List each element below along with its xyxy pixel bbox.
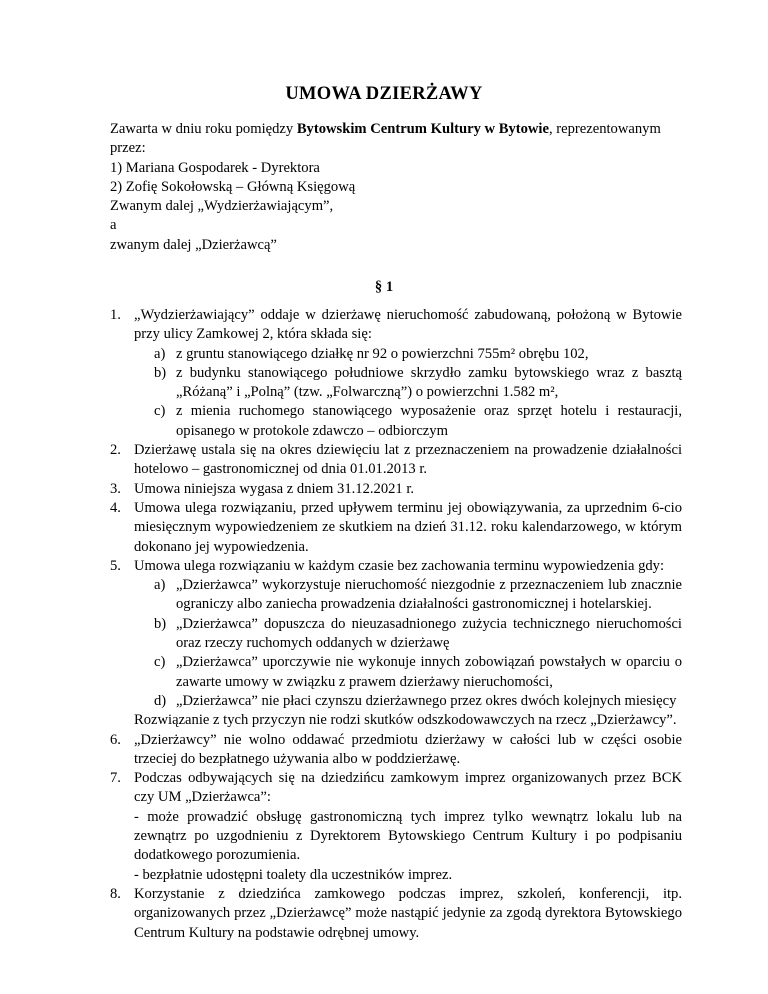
clause-text: Korzystanie z dziedzińca zamkowego podczas imprez, szkoleń, konferencji, itp. organizowanych przez „Dzierżawcę” może nastąpić jedynie za zgodą dyrektora Bytowskiego Centrum Kultury na podstawie odrębnej umowy. bbox=[134, 885, 682, 941]
section-heading: § 1 bbox=[374, 279, 394, 295]
lessee-alias: zwanym dalej „Dzierżawcą” bbox=[110, 236, 277, 253]
clause-1-a bbox=[110, 345, 682, 364]
subclause-letter: b) bbox=[154, 364, 167, 381]
clause-text: Podczas odbywających się na dziedzińcu zamkowym imprez organizowanych przez BCK czy UM „Dzierżawca”: bbox=[134, 770, 682, 806]
subclause-text: „Dzierżawca” nie płaci czynszu dzierżawnego przez okres dwóch kolejnych miesięcy bbox=[176, 692, 677, 709]
clause-1-c bbox=[110, 402, 682, 441]
conjunction-a: a bbox=[110, 217, 117, 234]
subclause-letter: b) bbox=[154, 615, 167, 632]
subclause-letter: c) bbox=[154, 654, 166, 671]
clause-note-text: Rozwiązanie z tych przyczyn nie rodzi skutków odszkodowawczych na rzecz „Dzierżawcy”. bbox=[134, 712, 677, 729]
clause-text: Dzierżawę ustala się na okres dziewięciu lat z przeznaczeniem na prowadzenie działalności hotelowo – gastronomicznej od dnia 01.01.2013 r. bbox=[134, 442, 682, 478]
subclause-letter: c) bbox=[154, 403, 166, 420]
clause-number: 7. bbox=[110, 770, 121, 787]
subclause-text: „Dzierżawca” dopuszcza do nieuzasadnionego zużycia technicznego nieruchomości oraz rzeczy ruchomych oddanych w dzierżawę bbox=[176, 615, 682, 652]
representative-2: 2) Zofię Sokołowską – Główną Księgową bbox=[110, 178, 356, 195]
lessor-name: Bytowskim Centrum Kultury w Bytowie bbox=[296, 121, 549, 137]
clause-number: 3. bbox=[110, 480, 121, 497]
preamble-przez: przez: bbox=[110, 140, 146, 157]
subclause-letter: a) bbox=[154, 345, 166, 362]
clause-text: Umowa ulega rozwiązaniu w każdym czasie bez zachowania terminu wypowiedzenia gdy: bbox=[134, 557, 665, 574]
subclause-text: z budynku stanowiącego południowe skrzydło zamku bytowskiego wraz z basztą „Różaną” i „Polną” (tzw. „Folwarczną”) o powierzchni 1.582 m², bbox=[176, 364, 682, 401]
clause-text: Umowa niniejsza wygasa z dniem 31.12.2021 r. bbox=[134, 480, 415, 497]
clause-number: 5. bbox=[110, 557, 121, 574]
clause-5-b bbox=[110, 615, 682, 654]
subclause-letter: a) bbox=[154, 577, 166, 594]
clause-5-d bbox=[110, 692, 682, 711]
clause-2 bbox=[110, 441, 682, 480]
clause-text: „Dzierżawcy” nie wolno oddawać przedmiotu dzierżawy w całości lub w części osobie trzeciej do bezpłatnego używania albo w poddzierżawę. bbox=[134, 731, 682, 767]
clause-8 bbox=[110, 885, 682, 943]
clause-text: „Wydzierżawiający” oddaje w dzierżawę nieruchomość zabudowaną, położoną w Bytowie przy ulicy Zamkowej 2, która składa się: bbox=[134, 307, 682, 343]
clause-7-point-1: - może prowadzić obsługę gastronomiczną tych imprez tylko wewnątrz lokalu lub na zewnątrz po uzgodnieniu z Dyrektorem Bytowskiego Centrum Kultury i po podpisaniu dodatkowego porozumienia. bbox=[134, 808, 682, 864]
clause-number: 8. bbox=[110, 885, 121, 902]
clause-5-c bbox=[110, 653, 682, 692]
lessor-alias: Zwanym dalej „Wydzierżawiającym”, bbox=[110, 198, 334, 215]
clause-number: 1. bbox=[110, 307, 121, 323]
clause-1 bbox=[110, 306, 682, 345]
clause-list bbox=[110, 306, 682, 943]
clause-5 bbox=[110, 557, 682, 576]
clause-5-a bbox=[110, 576, 682, 615]
subclause-text: „Dzierżawca” wykorzystuje nieruchomość niezgodnie z przeznaczeniem lub znacznie ograniczy albo zaniecha prowadzenia działalności gastronomicznej i hotelarskiej. bbox=[176, 577, 682, 613]
clause-6 bbox=[110, 731, 682, 770]
clause-number: 6. bbox=[110, 731, 121, 748]
subclause-letter: d) bbox=[154, 692, 167, 709]
preamble-parties-line: Zawarta w dniu roku pomiędzy Bytowskim Centrum Kultury w Bytowie, reprezentowanym bbox=[110, 121, 661, 137]
document-title: UMOWA DZIERŻAWY bbox=[285, 84, 483, 104]
clause-number: 2. bbox=[110, 442, 121, 459]
clause-3 bbox=[110, 480, 682, 499]
clause-4 bbox=[110, 499, 682, 557]
clause-1-b bbox=[110, 364, 682, 403]
clause-text: Umowa ulega rozwiązaniu, przed upływem terminu jej obowiązywania, za uprzednim 6-cio miesięcznym wypowiedzeniem ze skutkiem na dzień 31.12. roku kalendarzowego, w którym dokonano jej wypowiedzenia. bbox=[134, 499, 682, 555]
subclause-text: z mienia ruchomego stanowiącego wyposażenie oraz sprzęt hotelu i restauracji, opisanego w protokole zdawczo – odbiorczym bbox=[176, 403, 682, 439]
clause-7 bbox=[110, 769, 682, 885]
clause-5-note bbox=[110, 711, 682, 730]
clause-number: 4. bbox=[110, 499, 121, 516]
representative-1: 1) Mariana Gospodarek - Dyrektora bbox=[110, 159, 320, 176]
clause-7-point-2: - bezpłatnie udostępni toalety dla uczestników imprez. bbox=[134, 866, 453, 883]
subclause-text: „Dzierżawca” uporczywie nie wykonuje innych zobowiązań powstałych w oparciu o zawarte umowy w związku z prawem dzierżawy nieruchomości, bbox=[176, 654, 682, 690]
preamble bbox=[110, 120, 670, 255]
subclause-text: z gruntu stanowiącego działkę nr 92 o powierzchni 755m² obrębu 102, bbox=[176, 345, 589, 362]
